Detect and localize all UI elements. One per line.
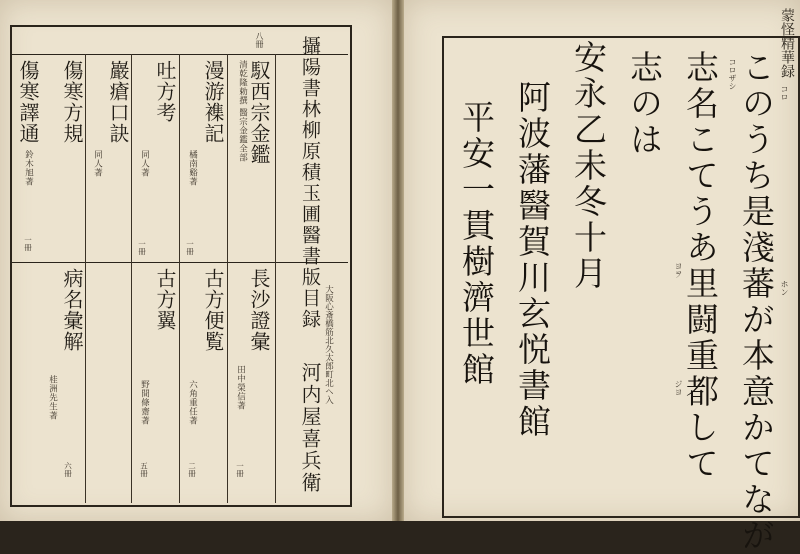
book-title: 漫游襍記 xyxy=(201,60,225,144)
colophon-line: 阿波藩醫賀川玄悦書館 xyxy=(513,80,552,440)
book-title: 病名彙解 xyxy=(60,268,84,352)
book-note: 同人著 xyxy=(92,150,103,177)
book-note: 野間條齋著 xyxy=(139,380,150,425)
volume-count: 六冊 xyxy=(63,462,73,477)
book-title: 吐方考 xyxy=(153,60,177,123)
column-rule xyxy=(179,262,180,503)
book-note: 清乾隆勅撰 醫宗金鑑全部 xyxy=(237,60,248,163)
publisher-title: 攝陽書林柳原積玉圃醫書版目録 xyxy=(299,36,321,330)
running-head: 蒙怪精華録 xyxy=(779,8,795,78)
book-title: 傷寒方規 xyxy=(60,60,84,144)
right-page xyxy=(404,0,800,554)
volume-count: 一冊 xyxy=(23,236,33,251)
left-page xyxy=(0,0,392,521)
volume-count: 一冊 xyxy=(235,462,245,477)
publisher-name: 河内屋喜兵衛 xyxy=(298,362,322,494)
column-rule xyxy=(131,262,132,503)
book-title: 巖瘡口訣 xyxy=(106,60,130,144)
column-rule xyxy=(227,262,228,503)
column-rule xyxy=(179,54,180,262)
volume-count: 一冊 xyxy=(137,240,147,255)
column-rule xyxy=(85,262,86,503)
book-title: 古方翼 xyxy=(153,268,177,331)
book-note: 六角重任著 xyxy=(187,380,198,425)
ceiling-note: 八冊 xyxy=(255,32,264,48)
column-rule xyxy=(275,262,276,503)
publisher-address: 大阪心斎橋筋北久太郎町北へ入 xyxy=(323,285,334,404)
book-note: 桂洲先生著 xyxy=(47,375,58,420)
volume-count: 五冊 xyxy=(139,462,149,477)
book-note: 鈴木旭著 xyxy=(23,150,34,186)
book-title: 古方便覧 xyxy=(201,268,225,352)
book-title: 長沙證彙 xyxy=(247,268,271,352)
book-title: 傷寒譯通 xyxy=(16,60,40,144)
colophon-line: 志名こてうあ里闘重都して xyxy=(681,50,720,482)
colophon-line: 安永乙未冬十月 xyxy=(569,40,608,292)
volume-count: 一冊 xyxy=(185,240,195,255)
book-note: 田中榮信著 xyxy=(235,365,246,410)
furigana-gloss: コロザシ xyxy=(728,58,737,90)
column-rule xyxy=(131,54,132,262)
book-title: 馭西宗金鑑 xyxy=(247,60,271,165)
book-note: 同人著 xyxy=(139,150,150,177)
colophon-line: 志のは xyxy=(625,50,664,158)
column-rule xyxy=(85,54,86,262)
book-note: 橘南谿著 xyxy=(187,150,198,186)
book-gutter xyxy=(392,0,404,521)
column-rule xyxy=(227,54,228,262)
colophon-line: このうち是淺蕃が本意かてなが xyxy=(737,50,776,554)
colophon-line: 平安一貫樹濟世館 xyxy=(457,100,496,388)
furigana-gloss: コロ xyxy=(780,85,789,101)
volume-count: 二冊 xyxy=(187,462,197,477)
furigana-gloss: ジヨ xyxy=(674,380,683,396)
furigana-gloss: ホン xyxy=(780,280,789,296)
column-rule xyxy=(275,54,276,262)
furigana-gloss: ヨヲ xyxy=(674,262,683,278)
